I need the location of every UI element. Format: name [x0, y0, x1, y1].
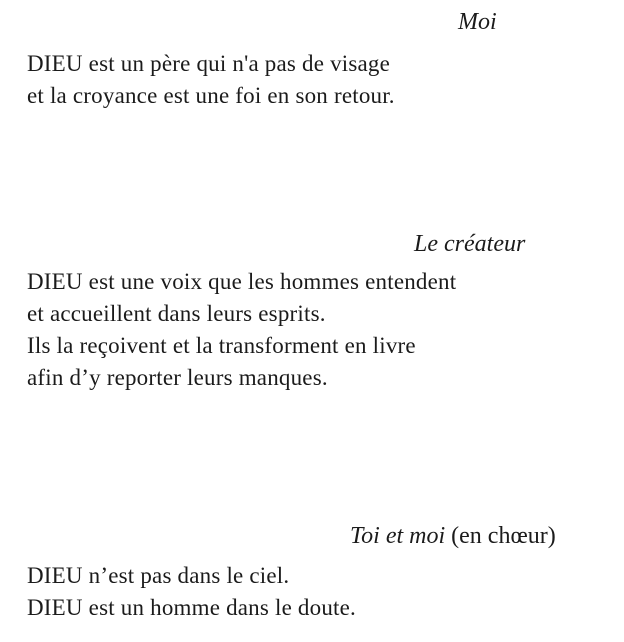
verse-line: DIEU est un homme dans le doute.: [27, 595, 356, 620]
speaker-heading: [414, 230, 525, 258]
stanza: [27, 266, 456, 394]
verse-line: Ils la reçoivent et la transforment en livre: [27, 333, 416, 358]
stanza: [27, 560, 356, 624]
speaker-note: (en chœur): [451, 523, 556, 549]
verse-line: et accueillent dans leurs esprits.: [27, 301, 326, 326]
verse-line: afin d’y reporter leurs manques.: [27, 365, 328, 390]
speaker-name: Le créateur: [414, 231, 526, 257]
speaker-heading: [458, 8, 497, 36]
stanza: [27, 48, 395, 112]
verse-line: DIEU est un père qui n'a pas de visage: [27, 51, 391, 76]
verse-line: DIEU est une voix que les hommes entendent: [27, 269, 457, 294]
verse-line: et la croyance est une foi en son retour.: [27, 83, 395, 108]
verse-line: DIEU n’est pas dans le ciel.: [27, 563, 290, 588]
speaker-name: Moi: [458, 9, 497, 35]
speaker-heading: [350, 522, 556, 550]
speaker-name: Toi et moi: [350, 523, 446, 549]
